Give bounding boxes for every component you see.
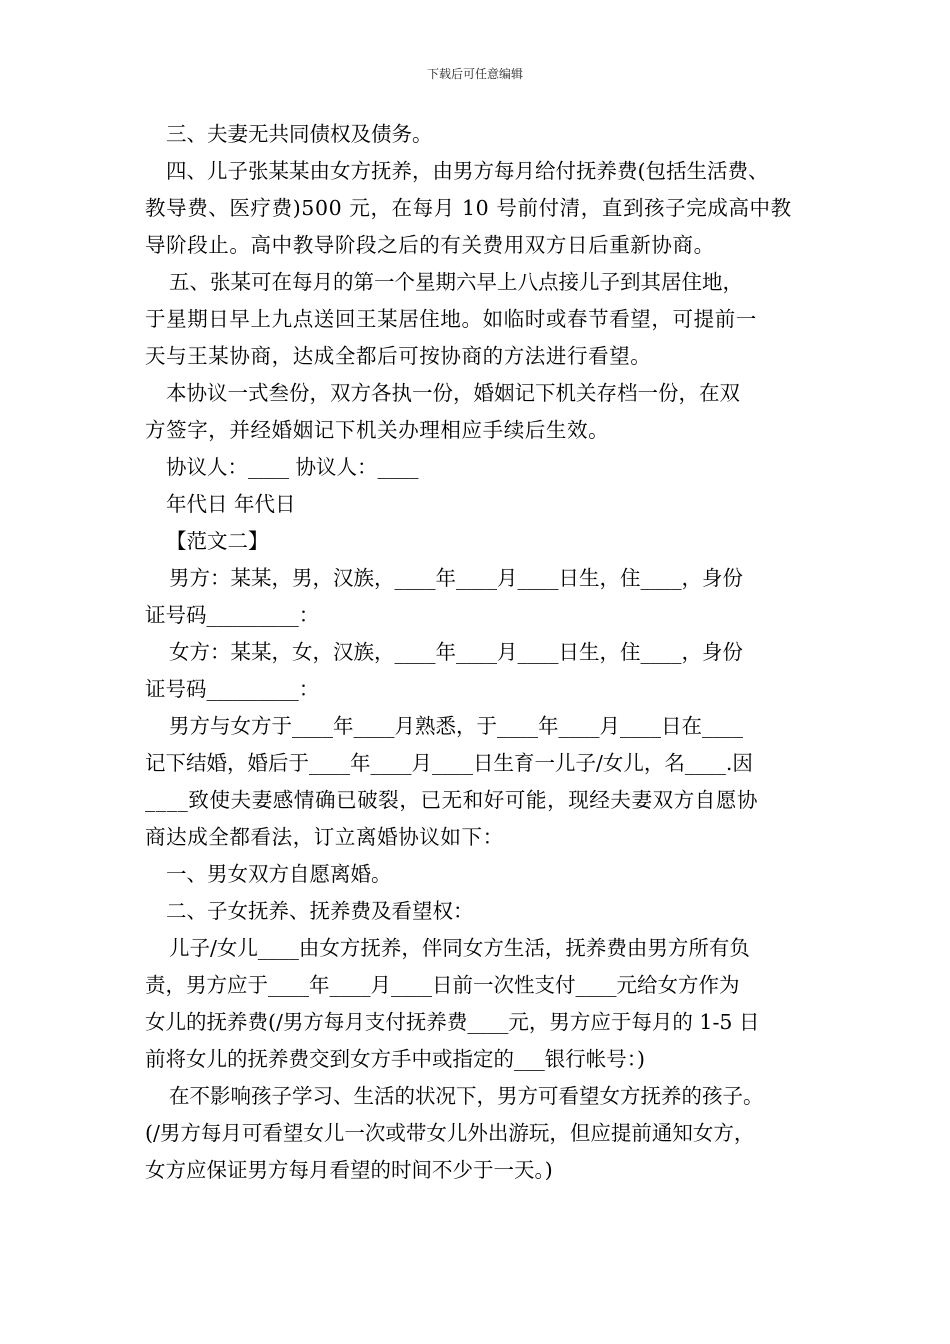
clause-4-line-2: 教导费、医疗费)500 元，在每月 10 号前付清，直到孩子完成高中教 xyxy=(145,196,792,220)
custody-line-2: 责，男方应于____年____月____日前一次性支付____元给女方作为 xyxy=(145,973,740,997)
visitation-line-2: (/男方每月可看望女儿一次或带女儿外出游玩，但应提前通知女方， xyxy=(145,1121,755,1145)
visitation-line-1: 在不影响孩子学习、生活的状况下，男方可看望女方抚养的孩子。 xyxy=(169,1084,764,1108)
clause-4-line-3: 导阶段止。高中教导阶段之后的有关费用双方日后重新协商。 xyxy=(145,233,715,257)
custody-line-3: 女儿的抚养费(/男方每月支付抚养费____元，男方应于每月的 1-5 日 xyxy=(145,1010,760,1034)
clause-5-line-2: 于星期日早上九点送回王某居住地。如临时或春节看望，可提前一 xyxy=(145,307,757,331)
sample-2-clause-2: 二、子女抚养、抚养费及看望权： xyxy=(166,899,474,923)
signature-line: 协议人：____ 协议人：____ xyxy=(166,455,419,479)
document-body xyxy=(145,116,815,1189)
intro-line-3: ____致使夫妻感情确已破裂，已无和好可能，现经夫妻双方自愿协 xyxy=(145,788,759,812)
intro-line-4: 商达成全都看法，订立离婚协议如下： xyxy=(145,825,504,849)
clause-3: 三、夫妻无共同债权及债务。 xyxy=(166,122,433,146)
copies-line-2: 方签字，并经婚姻记下机关办理相应手续后生效。 xyxy=(145,418,610,442)
copies-line-1: 本协议一式叁份，双方各执一份，婚姻记下机关存档一份，在双 xyxy=(166,381,740,405)
date-line: 年代日 年代日 xyxy=(166,492,296,516)
intro-line-2: 记下结婚，婚后于____年____月____日生育一儿子/女儿，名____.因 xyxy=(145,751,753,775)
custody-line-4: 前将女儿的抚养费交到女方手中或指定的___银行帐号：) xyxy=(145,1047,645,1071)
clause-5-line-1: 五、张某可在每月的第一个星期六早上八点接儿子到其居住地， xyxy=(169,270,743,294)
visitation-line-3: 女方应保证男方每月看望的时间不少于一天。) xyxy=(145,1158,553,1182)
sample-2-heading: 【范文二】 xyxy=(166,529,269,553)
female-party-line-1: 女方：某某，女，汉族，____年____月____日生，住____，身份 xyxy=(169,640,743,664)
clause-4-line-1: 四、儿子张某某由女方抚养，由男方每月给付抚养费(包括生活费、 xyxy=(166,159,769,183)
intro-line-1: 男方与女方于____年____月熟悉，于____年____月____日在____ xyxy=(169,714,743,738)
page-header: 下载后可任意编辑 xyxy=(426,67,523,81)
male-party-line-1: 男方：某某，男，汉族，____年____月____日生，住____，身份 xyxy=(169,566,743,590)
sample-2-clause-1: 一、男女双方自愿离婚。 xyxy=(166,862,392,886)
custody-line-1: 儿子/女儿____由女方抚养，伴同女方生活，抚养费由男方所有负 xyxy=(169,936,750,960)
female-party-line-2: 证号码_________： xyxy=(145,677,320,701)
clause-5-line-3: 天与王某协商，达成全都后可按协商的方法进行看望。 xyxy=(145,344,652,368)
male-party-line-2: 证号码_________： xyxy=(145,603,320,627)
